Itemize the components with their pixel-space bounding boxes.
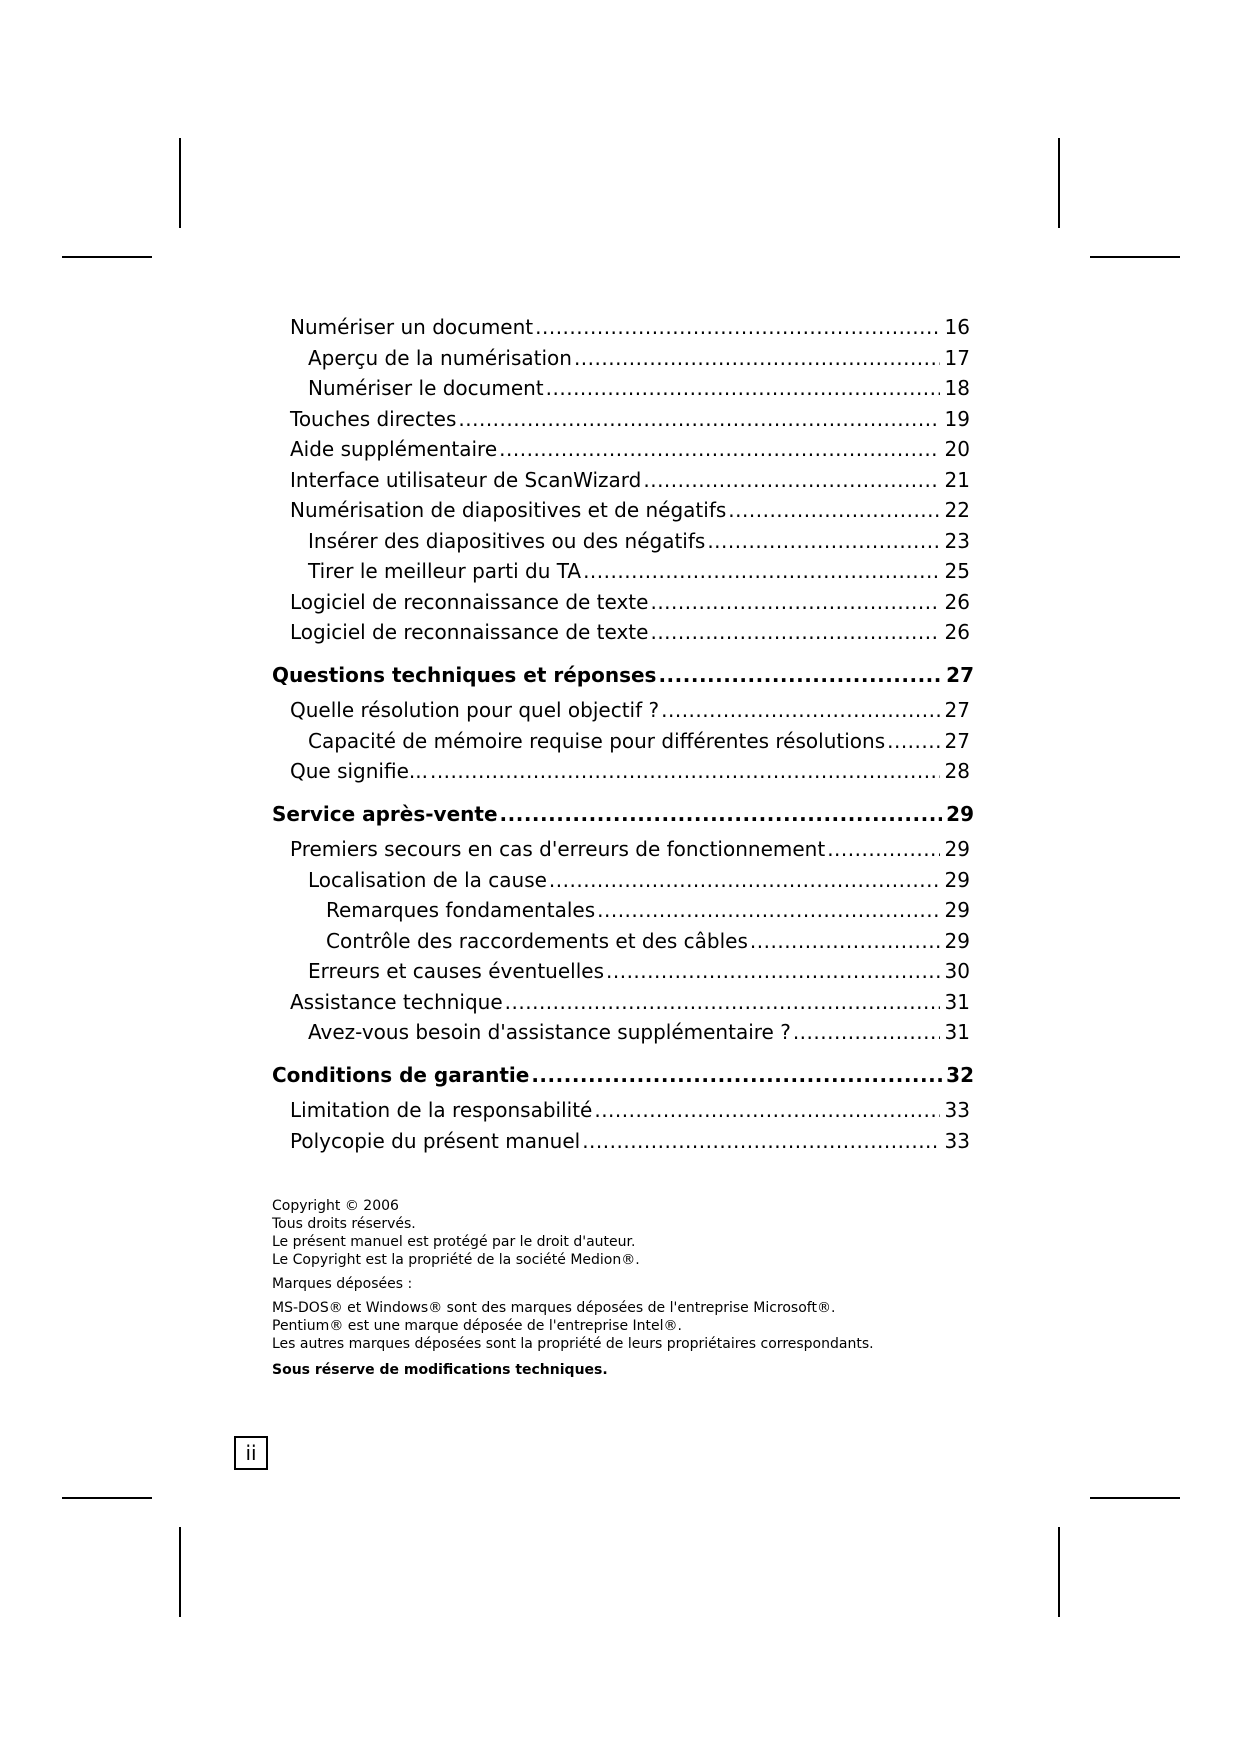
toc-entry-title: Erreurs et causes éventuelles <box>308 959 604 983</box>
toc-entry-title: Service après-vente <box>272 801 498 826</box>
toc-dot-leader <box>661 695 940 726</box>
table-of-contents <box>272 312 974 1156</box>
toc-entry-title: Numériser un document <box>290 315 534 339</box>
toc-entry-page: 21 <box>944 467 970 492</box>
toc-entry-page: 29 <box>946 801 974 826</box>
toc-entry-title: Remarques fondamentales <box>326 898 596 922</box>
toc-entry[interactable] <box>272 726 974 757</box>
crop-mark-bottom-right-horizontal <box>1090 1497 1180 1499</box>
toc-entry[interactable] <box>272 695 974 726</box>
toc-entry[interactable] <box>272 495 974 526</box>
toc-dot-leader <box>583 556 940 587</box>
toc-entry[interactable] <box>272 373 974 404</box>
toc-dot-leader <box>430 756 940 787</box>
toc-dot-leader <box>650 587 940 618</box>
crop-mark-bottom-left-vertical <box>179 1527 181 1617</box>
toc-entry-title: Tirer le meilleur parti du TA <box>308 559 582 583</box>
toc-dot-leader <box>658 660 942 691</box>
toc-dot-leader <box>546 373 940 404</box>
toc-entry-page: 30 <box>944 959 970 983</box>
toc-entry[interactable] <box>272 956 974 987</box>
toc-dot-leader <box>750 926 940 957</box>
toc-entry-page: 26 <box>944 589 970 614</box>
toc-entry[interactable] <box>272 834 974 865</box>
crop-mark-top-right-horizontal <box>1090 256 1180 258</box>
toc-entry[interactable] <box>272 556 974 587</box>
toc-entry-title: Contrôle des raccordements et des câbles <box>326 928 748 953</box>
toc-entry[interactable] <box>272 895 974 926</box>
toc-entry-page: 33 <box>944 1098 970 1122</box>
toc-entry[interactable] <box>272 756 974 787</box>
toc-entry-title: Localisation de la cause <box>308 867 547 892</box>
crop-mark-bottom-right-vertical <box>1058 1527 1060 1617</box>
toc-entry-title: Conditions de garantie <box>272 1062 530 1087</box>
toc-entry[interactable] <box>272 865 974 896</box>
toc-section-heading[interactable] <box>272 799 974 830</box>
toc-entry[interactable] <box>272 926 974 957</box>
toc-entry[interactable] <box>272 434 974 465</box>
toc-dot-leader <box>535 312 940 343</box>
toc-entry-page: 29 <box>944 867 970 892</box>
toc-dot-leader <box>650 617 940 648</box>
toc-entry[interactable] <box>272 617 974 648</box>
trademarks-heading: Marques déposées : <box>272 1276 413 1292</box>
owner-line: Le Copyright est la propriété de la société Medion®. <box>272 1252 640 1268</box>
toc-entry-title: Que signifie... <box>290 759 428 783</box>
toc-entry[interactable] <box>272 343 974 374</box>
copyright-line: Copyright © 2006 <box>272 1198 399 1214</box>
toc-entry-title: Capacité de mémoire requise pour différentes résolutions <box>308 728 886 753</box>
toc-entry-page: 20 <box>944 437 970 461</box>
toc-dot-leader <box>500 799 943 830</box>
toc-dot-leader <box>793 1017 940 1048</box>
toc-entry[interactable] <box>272 1095 974 1126</box>
toc-entry-page: 29 <box>944 898 970 922</box>
toc-entry-title: Logiciel de reconnaissance de texte <box>290 589 649 614</box>
toc-entry-page: 31 <box>944 989 970 1014</box>
toc-entry-title: Aide supplémentaire <box>290 437 498 461</box>
trademark-others-line: Les autres marques déposées sont la propriété de leurs propriétaires correspondants. <box>272 1336 874 1352</box>
toc-dot-leader <box>582 1126 940 1157</box>
trademark-intel-line: Pentium® est une marque déposée de l'entreprise Intel®. <box>272 1318 682 1334</box>
toc-dot-leader <box>606 956 940 987</box>
toc-entry-title: Polycopie du présent manuel <box>290 1128 581 1153</box>
toc-section-heading[interactable] <box>272 660 974 691</box>
toc-entry-page: 28 <box>944 759 970 783</box>
toc-entry-page: 33 <box>944 1128 970 1153</box>
crop-mark-top-left-horizontal <box>62 256 152 258</box>
toc-entry-page: 19 <box>944 406 970 431</box>
toc-entry-page: 23 <box>944 528 970 553</box>
toc-entry-page: 17 <box>944 345 970 370</box>
toc-dot-leader <box>499 434 940 465</box>
toc-entry-title: Insérer des diapositives ou des négatifs <box>308 528 706 553</box>
protection-line: Le présent manuel est protégé par le droit d'auteur. <box>272 1234 636 1250</box>
toc-entry[interactable] <box>272 1017 974 1048</box>
toc-dot-leader <box>728 495 940 526</box>
toc-entry[interactable] <box>272 465 974 496</box>
crop-mark-top-right-vertical <box>1058 138 1060 228</box>
copyright-block <box>272 1197 992 1379</box>
toc-entry[interactable] <box>272 526 974 557</box>
toc-entry-page: 16 <box>944 315 970 339</box>
toc-entry-title: Avez-vous besoin d'assistance supplémentaire ? <box>308 1020 791 1044</box>
page-number: ii <box>234 1436 268 1470</box>
toc-entry[interactable] <box>272 1126 974 1157</box>
trademark-microsoft-line: MS-DOS® et Windows® sont des marques déposées de l'entreprise Microsoft®. <box>272 1300 836 1316</box>
toc-section-heading[interactable] <box>272 1060 974 1091</box>
toc-dot-leader <box>574 343 940 374</box>
toc-entry-title: Numérisation de diapositives et de négatifs <box>290 498 727 522</box>
toc-entry-title: Quelle résolution pour quel objectif ? <box>290 698 660 722</box>
toc-dot-leader <box>531 1060 942 1091</box>
toc-entry-page: 32 <box>946 1062 974 1087</box>
toc-entry-page: 27 <box>944 728 970 753</box>
toc-dot-leader <box>458 404 940 435</box>
toc-entry-title: Interface utilisateur de ScanWizard <box>290 467 642 492</box>
toc-entry[interactable] <box>272 312 974 343</box>
crop-mark-bottom-left-horizontal <box>62 1497 152 1499</box>
toc-dot-leader <box>597 895 940 926</box>
toc-dot-leader <box>887 726 940 757</box>
toc-entry-page: 27 <box>944 698 970 722</box>
technical-changes-notice: Sous réserve de modifications techniques. <box>272 1362 608 1378</box>
toc-entry-title: Logiciel de reconnaissance de texte <box>290 620 649 644</box>
toc-entry-page: 22 <box>944 498 970 522</box>
toc-entry-title: Premiers secours en cas d'erreurs de fonctionnement <box>290 837 826 861</box>
toc-dot-leader <box>594 1095 940 1126</box>
toc-entry-page: 29 <box>944 837 970 861</box>
toc-entry-page: 26 <box>944 620 970 644</box>
toc-entry-title: Aperçu de la numérisation <box>308 345 572 370</box>
toc-entry-page: 31 <box>944 1020 970 1044</box>
toc-entry-page: 27 <box>946 662 974 687</box>
toc-entry-page: 25 <box>944 559 970 583</box>
toc-entry-title: Numériser le document <box>308 376 544 400</box>
toc-entry-page: 29 <box>944 928 970 953</box>
toc-dot-leader <box>505 987 940 1018</box>
toc-entry[interactable] <box>272 587 974 618</box>
toc-entry-title: Touches directes <box>290 406 457 431</box>
toc-entry-title: Assistance technique <box>290 989 503 1014</box>
toc-dot-leader <box>827 834 940 865</box>
toc-entry[interactable] <box>272 987 974 1018</box>
toc-entry-title: Questions techniques et réponses <box>272 662 657 687</box>
crop-mark-top-left-vertical <box>179 138 181 228</box>
toc-entry-page: 18 <box>944 376 970 400</box>
toc-entry-title: Limitation de la responsabilité <box>290 1098 593 1122</box>
toc-dot-leader <box>643 465 940 496</box>
rights-reserved-line: Tous droits réservés. <box>272 1216 416 1232</box>
toc-dot-leader <box>707 526 940 557</box>
toc-dot-leader <box>549 865 940 896</box>
toc-entry[interactable] <box>272 404 974 435</box>
